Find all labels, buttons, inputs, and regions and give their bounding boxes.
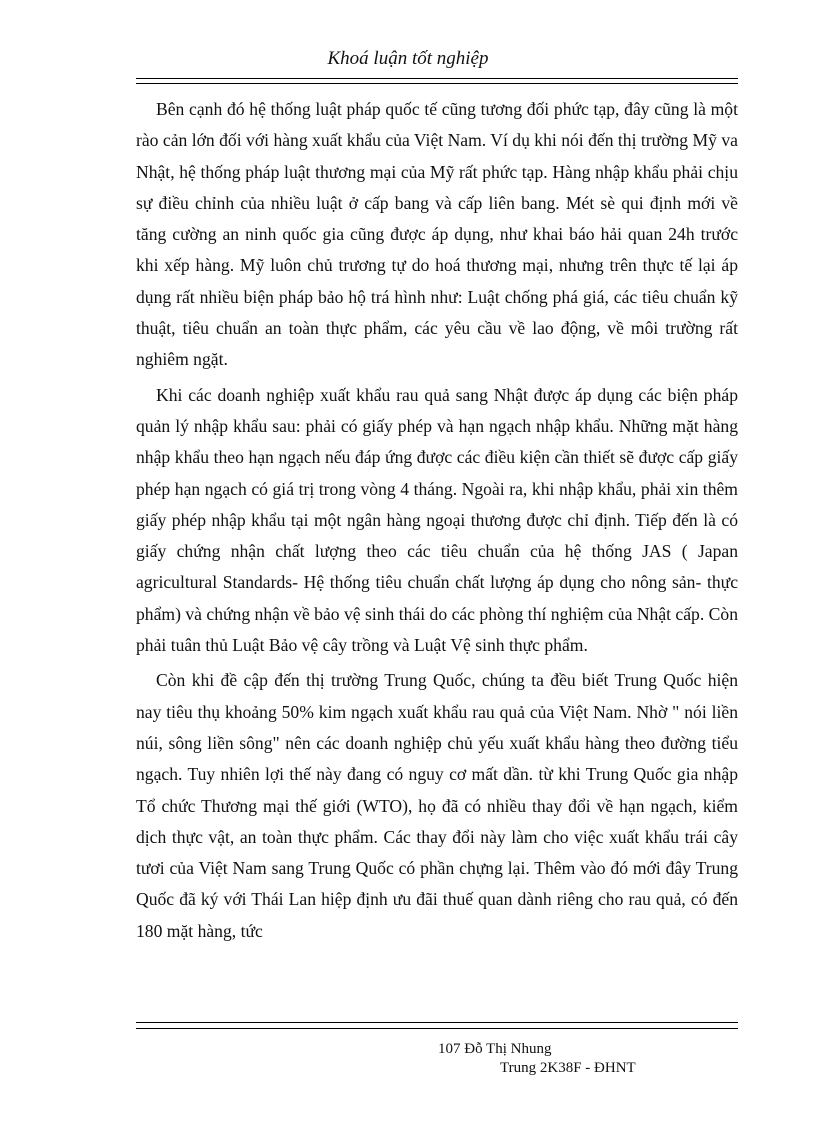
body-text	[136, 94, 738, 947]
footer-page-author: 107 Đỗ Thị Nhung	[438, 1041, 552, 1057]
footer-rule-thin	[136, 1028, 738, 1029]
footer-rule-thick	[136, 1022, 738, 1023]
header-rule-thin	[136, 83, 738, 84]
page-header-title: Khoá luận tốt nghiệp	[327, 48, 489, 69]
paragraph-japan-market: Khi các doanh nghiệp xuất khẩu rau quả sang Nhật được áp dụng các biện pháp quản lý nhập khẩu sau: phải có giấy phép và hạn ngạch nhập khẩu. Những mặt hàng nhập khẩu theo hạn ngạch nếu đáp ứng được các điều kiện cần thiết sẽ được cấp giấy phép hạn ngạch có giá trị trong vòng 4 tháng. Ngoài ra, khi nhập khẩu, phải xin thêm giấy phép nhập khẩu tại một ngân hàng ngoại thương được chỉ định. Tiếp đến là có giấy chứng nhận chất lượng theo các tiêu chuẩn của hệ thống JAS ( Japan agricultural Standards- Hệ thống tiêu chuẩn chất lượng áp dụng cho nông sản- thực phẩm) và chứng nhận về bảo vệ sinh thái do các phòng thí nghiệm của Nhật cấp. Còn phải tuân thủ Luật Bảo vệ cây trồng và Luật Vệ sinh thực phẩm.	[136, 384, 738, 656]
paragraph-china-market: Còn khi đề cập đến thị trường Trung Quốc, chúng ta đều biết Trung Quốc hiện nay tiêu thụ khoảng 50% kim ngạch xuất khẩu rau quả của Việt Nam. Nhờ " nói liền núi, sông liền sông" nên các doanh nghiệp chủ yếu xuất khẩu hàng theo đường tiểu ngạch. Tuy nhiên lợi thế này đang có nguy cơ mất dần. từ khi Trung Quốc gia nhập Tổ chức Thương mại thế giới (WTO), họ đã có nhiều thay đổi về hạn ngạch, kiểm dịch thực vật, an toàn thực phẩm. Các thay đổi này làm cho việc xuất khẩu trái cây tươi của Việt Nam sang Trung Quốc có phần chựng lại. Thêm vào đó mới đây Trung Quốc đã ký với Thái Lan hiệp định ưu đãi thuế quan dành riêng cho rau quả, có đến 180 mặt hàng, tức	[136, 670, 738, 941]
paragraph-legal-system: Bên cạnh đó hệ thống luật pháp quốc tế cũng tương đối phức tạp, đây cũng là một rào cản lớn đối với hàng xuất khẩu của Việt Nam. Ví dụ khi nói đến thị trường Mỹ va Nhật, hệ thống pháp luật thương mại của Mỹ rất phức tạp. Hàng nhập khẩu phải chịu sự điều chỉnh của nhiều luật ở cấp bang và cấp liên bang. Mét sè qui định mới về tăng cường an ninh quốc gia cũng được áp dụng, như khai báo hải quan 24h trước khi xếp hàng. Mỹ luôn chủ trương tự do hoá thương mại, nhưng trên thực tế lại áp dụng rất nhiều biện pháp bảo hộ trá hình như: Luật chống phá giá, các tiêu chuẩn kỹ thuật, tiêu chuẩn an toàn thực phẩm, các yêu cầu về lao động, về môi trường rất nghiêm ngặt.	[136, 99, 738, 370]
header-rule-thick	[136, 78, 738, 79]
footer-class-info: Trung 2K38F - ĐHNT	[500, 1060, 636, 1076]
